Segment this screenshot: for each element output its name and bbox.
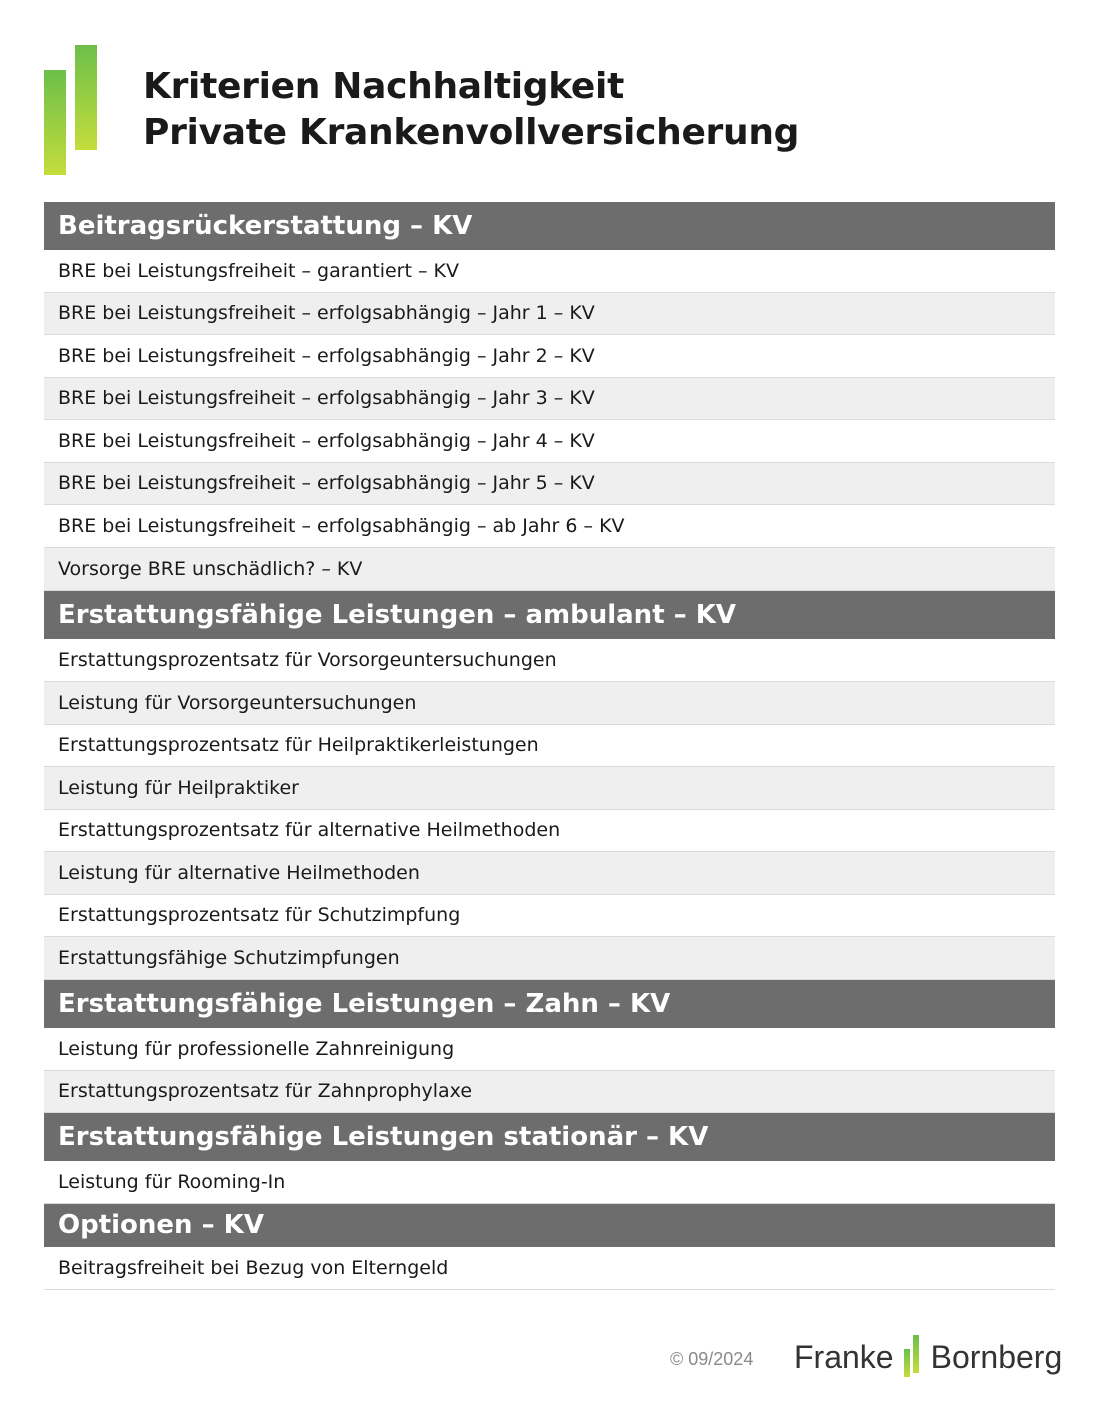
- table-row: Erstattungsprozentsatz für Schutzimpfung: [44, 895, 1055, 937]
- section-header: Optionen – KV: [44, 1204, 1055, 1247]
- section-header: Beitragsrückerstattung – KV: [44, 202, 1055, 250]
- section-header: Erstattungsfähige Leistungen – Zahn – KV: [44, 980, 1055, 1028]
- table-row: Leistung für Heilpraktiker: [44, 767, 1055, 810]
- brand-name-bornberg: Bornberg: [930, 1338, 1063, 1375]
- table-row: BRE bei Leistungsfreiheit – erfolgsabhängig – Jahr 1 – KV: [44, 293, 1055, 335]
- page-title-line2: Private Krankenvollversicherung: [143, 112, 800, 153]
- table-row: BRE bei Leistungsfreiheit – erfolgsabhängig – Jahr 2 – KV: [44, 335, 1055, 378]
- table-row: Leistung für alternative Heilmethoden: [44, 852, 1055, 895]
- section-header: Erstattungsfähige Leistungen stationär – KV: [44, 1113, 1055, 1161]
- section-header: Erstattungsfähige Leistungen – ambulant – KV: [44, 591, 1055, 639]
- table-row: Leistung für Vorsorgeuntersuchungen: [44, 682, 1055, 725]
- table-row: Erstattungsprozentsatz für Zahnprophylaxe: [44, 1071, 1055, 1113]
- criteria-table: [44, 202, 1055, 1290]
- brand-name-franke: Franke: [794, 1338, 894, 1375]
- table-row: Vorsorge BRE unschädlich? – KV: [44, 548, 1055, 591]
- brand-logo-mark: [44, 45, 100, 175]
- copyright-text: © 09/2024: [670, 1349, 754, 1369]
- table-row: BRE bei Leistungsfreiheit – garantiert – KV: [44, 250, 1055, 293]
- table-row: BRE bei Leistungsfreiheit – erfolgsabhängig – Jahr 4 – KV: [44, 420, 1055, 463]
- page-title: [143, 64, 799, 156]
- table-row: Erstattungsprozentsatz für Vorsorgeuntersuchungen: [44, 639, 1055, 682]
- table-row: BRE bei Leistungsfreiheit – erfolgsabhängig – ab Jahr 6 – KV: [44, 505, 1055, 548]
- brand-separator-icon: [904, 1337, 922, 1377]
- table-row: BRE bei Leistungsfreiheit – erfolgsabhängig – Jahr 5 – KV: [44, 463, 1055, 505]
- table-row: Erstattungsprozentsatz für alternative Heilmethoden: [44, 810, 1055, 852]
- table-row: Leistung für professionelle Zahnreinigung: [44, 1028, 1055, 1071]
- table-row: BRE bei Leistungsfreiheit – erfolgsabhängig – Jahr 3 – KV: [44, 378, 1055, 420]
- franke-bornberg-logo: [794, 1335, 1062, 1379]
- table-row: Erstattungsprozentsatz für Heilpraktikerleistungen: [44, 725, 1055, 767]
- table-row: Erstattungsfähige Schutzimpfungen: [44, 937, 1055, 980]
- logo-bar-tall: [75, 45, 97, 150]
- page-title-line1: Kriterien Nachhaltigkeit: [143, 66, 624, 107]
- table-row: Beitragsfreiheit bei Bezug von Elterngeld: [44, 1247, 1055, 1290]
- table-row: Leistung für Rooming-In: [44, 1161, 1055, 1204]
- logo-bar-short: [44, 70, 66, 175]
